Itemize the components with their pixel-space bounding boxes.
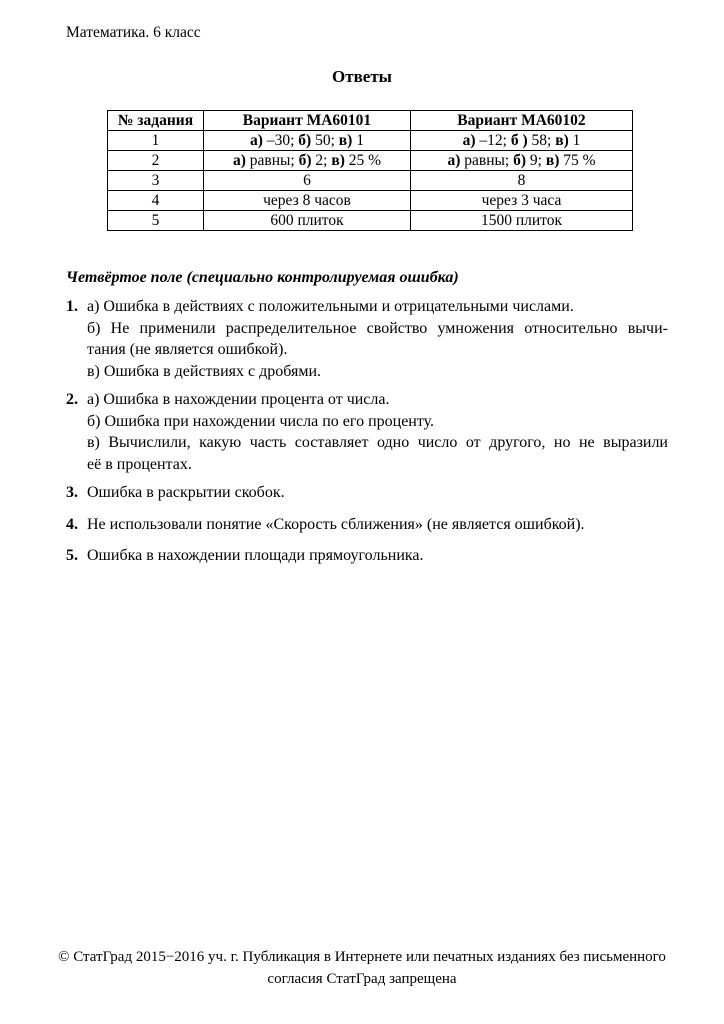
list-item-number: 4. [66, 515, 78, 533]
list-item-number: 3. [66, 484, 78, 501]
table-header-row [108, 111, 633, 131]
list-item-line: б) Ошибка при нахождении числа по его проценту. [87, 412, 435, 430]
list-item-line: её в процентах. [87, 455, 192, 473]
list-item-line: а) Ошибка в действиях с положительными и отрицательными числами. [87, 298, 574, 315]
column-header-variant-2: Вариант МА60102 [411, 111, 633, 131]
list-item [66, 545, 668, 567]
task-number-cell: 2 [108, 151, 204, 171]
copyright-footer [0, 946, 724, 990]
variant1-answer-cell: через 8 часов [204, 191, 411, 211]
answers-table [107, 110, 633, 231]
variant2-answer-cell: 8 [411, 171, 633, 191]
variant2-answer-cell: через 3 часа [411, 191, 633, 211]
table-row [108, 151, 633, 171]
variant2-answer-cell: 1500 плиток [411, 211, 633, 231]
variant2-answer-cell: а) –12; б ) 58; в) 1 [411, 131, 633, 151]
task-number-cell: 5 [108, 211, 204, 231]
variant1-answer-cell: 6 [204, 171, 411, 191]
list-item-number: 1. [66, 298, 78, 315]
list-item-line: в) Ошибка в действиях с дробями. [87, 362, 322, 380]
table-row [108, 191, 633, 211]
page-title: Ответы [332, 67, 392, 86]
list-item-line: а) Ошибка в нахождении процента от числа. [87, 391, 390, 408]
table-row [108, 131, 633, 151]
errors-section [66, 267, 668, 577]
list-item [66, 296, 668, 382]
table-row [108, 211, 633, 231]
list-item-number: 5. [66, 547, 78, 564]
list-item [66, 389, 668, 475]
copyright-line-2: согласия СтатГрад запрещена [267, 971, 457, 987]
list-item-number: 2. [66, 391, 78, 408]
task-number-cell: 3 [108, 171, 204, 191]
variant1-answer-cell: 600 плиток [204, 211, 411, 231]
list-item [66, 482, 668, 504]
list-item-line: тания (не является ошибкой). [87, 341, 288, 358]
column-header-variant-1: Вариант МА60101 [204, 111, 411, 131]
task-number-cell: 1 [108, 131, 204, 151]
list-item-line: Не использовали понятие «Скорость сближения» (не является ошибкой). [87, 515, 585, 533]
copyright-line-1: © СтатГрад 2015−2016 уч. г. Публикация в Интернете или печатных изданиях без письменного [58, 949, 666, 965]
list-item-line: Ошибка в нахождении площади прямоугольника. [87, 547, 424, 564]
table-row [108, 171, 633, 191]
list-item-line: Ошибка в раскрытии скобок. [87, 484, 285, 501]
variant1-answer-cell: а) –30; б) 50; в) 1 [204, 131, 411, 151]
column-header-task-number: № задания [108, 111, 204, 131]
list-item-line: б) Не применили распределительное свойство умножения относительно вычи- [87, 319, 668, 337]
document-subject-header: Математика. 6 класс [66, 24, 201, 41]
list-item [66, 514, 668, 536]
task-number-cell: 4 [108, 191, 204, 211]
variant2-answer-cell: а) равны; б) 9; в) 75 % [411, 151, 633, 171]
list-item-line: в) Вычислили, какую часть составляет одно число от другого, но не выразили [87, 434, 668, 451]
variant1-answer-cell: а) равны; б) 2; в) 25 % [204, 151, 411, 171]
section-heading: Четвёртое поле (специально контролируемая ошибка) [66, 269, 459, 286]
